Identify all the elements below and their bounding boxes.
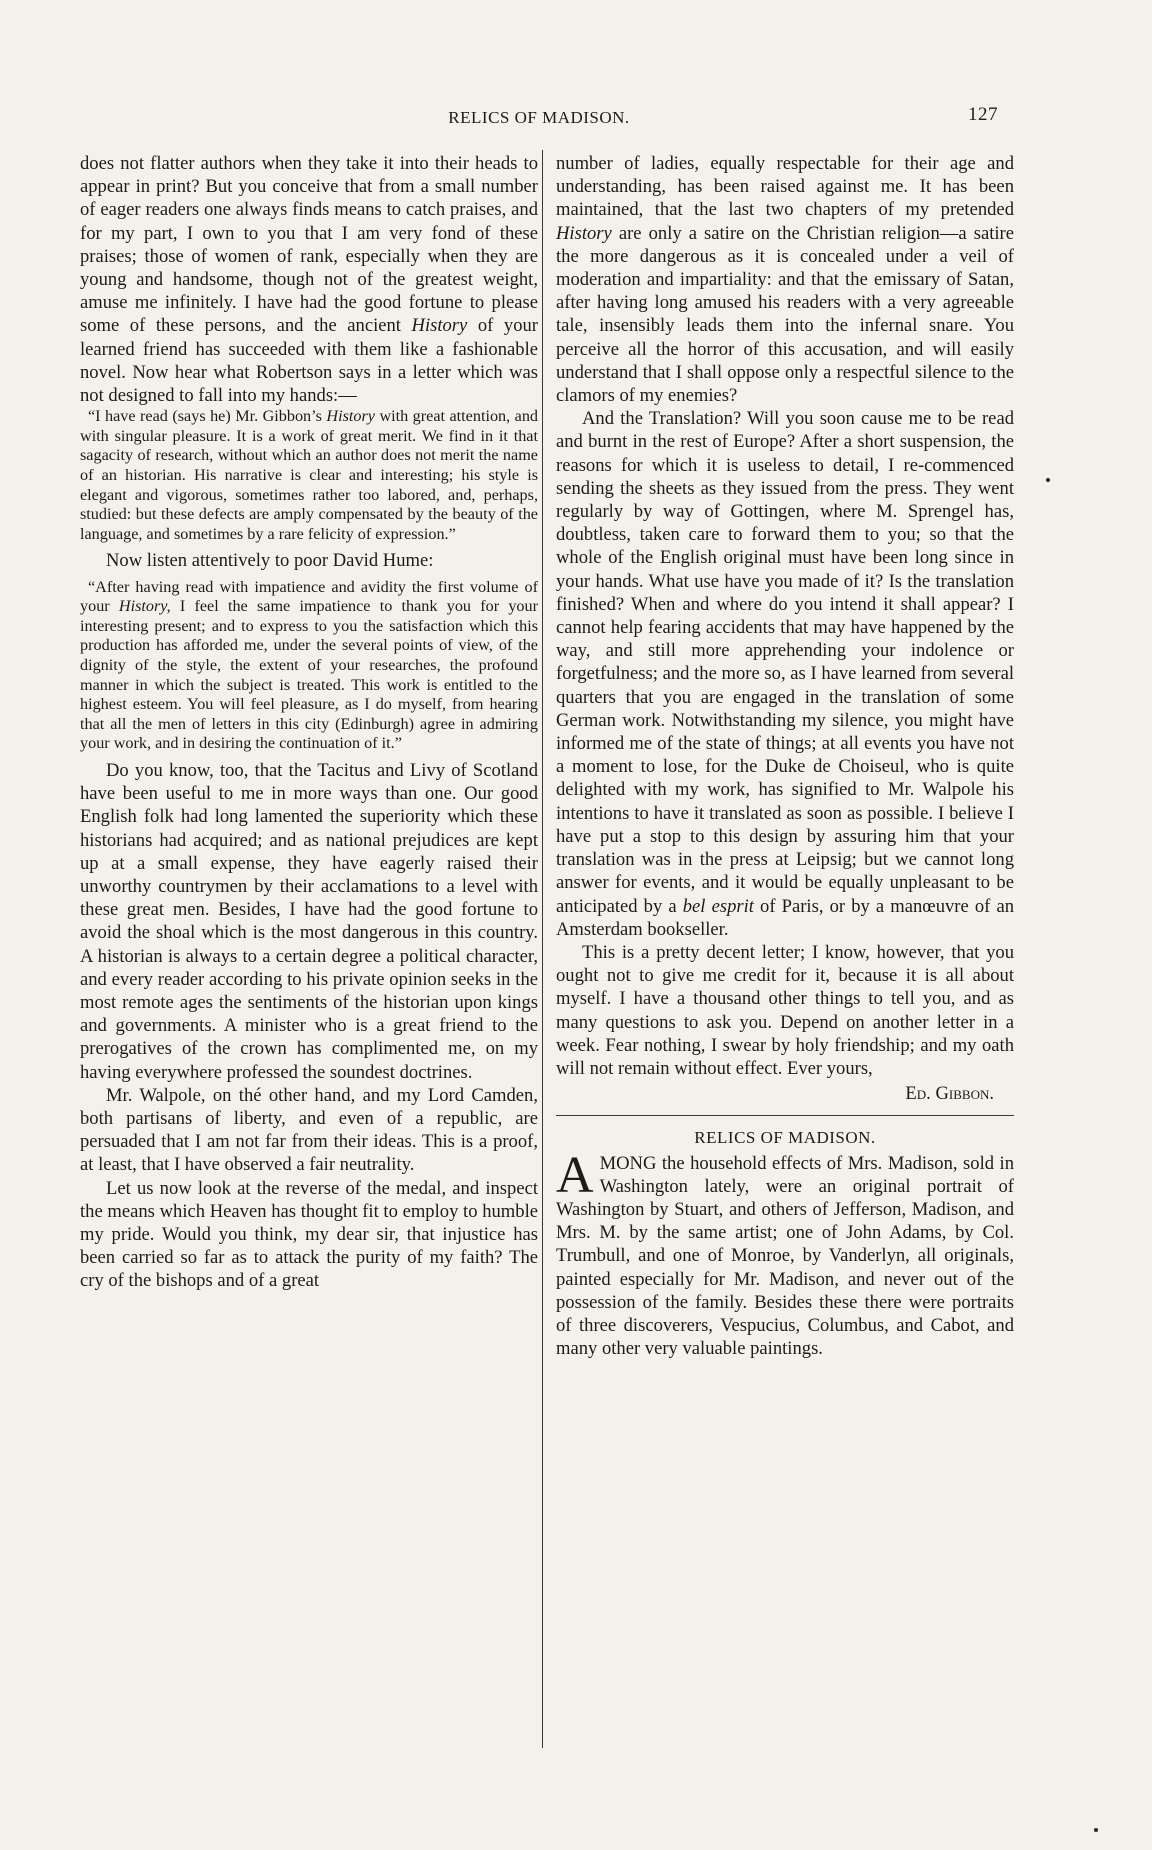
right-column bbox=[556, 152, 1014, 1360]
paragraph: Now listen attentively to poor David Hume: bbox=[106, 550, 434, 572]
left-column bbox=[80, 152, 538, 1293]
speck-mark bbox=[1094, 1828, 1098, 1832]
running-title: RELICS OF MADISON. bbox=[448, 108, 630, 127]
paragraph-text: of your learned friend has succeeded with them like a fashionable novel. Now hear what Robertson says in a letter which was not designed to fall into my hands:— bbox=[80, 315, 538, 407]
italic-text: bel esprit bbox=[682, 895, 754, 917]
paragraph-text: of Paris, or by a manœuvre of an Amsterdam bookseller. bbox=[556, 895, 1014, 940]
paragraph-text: And the Translation? Will you soon cause me to be read and burnt in the rest of Europe? After a short suspension, the reasons for which it is useless to detail, I re-commenced sending the sheets as they issued from the press. They went regularly by way of Gottingen, where M. Sprengel has, doubtless, taken care to forward them to you; so that the whole of the English original must have been long since in your hands. What use have you made of it? Is the translation finished? When and where do you intend it shall appear? I cannot help fearing accidents that may have happened by the way, and still more apprehending your indolence or forgetfulness; and the more so, as I have learned from several quarters that you are engaged in the translation of some German work. Notwithstanding my silence, you might have informed me of the state of things; at all events you have not a moment to lose, for the Duke de Choiseul, who is quite delighted with my work, has signified to Mr. Walpole his intentions to have it translated as soon as possible. I believe I have put a stop to this design by assuring him that your translation was in the press at Leipsig; but we cannot long answer for events, and it would be equally unpleasant to be anticipated by a bbox=[556, 408, 1014, 917]
italic-text: History bbox=[556, 222, 612, 244]
column-divider bbox=[542, 150, 543, 1748]
paragraph bbox=[556, 407, 1014, 941]
paragraph-text: does not flatter authors when they take it into their heads to appear in print? But you conceive that from a small number of eager readers one always finds means to catch praises, and for my part, I own to you that I am very fond of these praises; those of women of rank, especially when they are young and handsome, though not of the greatest weight, amuse me infinitely. I have had the good fortune to please some of these persons, and the ancient bbox=[80, 153, 538, 337]
italic-text: History bbox=[411, 315, 468, 337]
paragraph: This is a pretty decent letter; I know, however, that you ought not to give me credit for it, because it is all about myself. I have a thousand other things to tell you, and as many questions to ask you. Depend on another letter in a week. Fear nothing, I swear by holy friendship; and my oath will not remain without effect. Ever yours, bbox=[556, 941, 1014, 1079]
article-text: MONG the household effects of Mrs. Madison, sold in Washington lately, were an original portrait of Washington by Stuart, and others of Jefferson, Madison, and Mrs. M. by the same artist; one of John Adams, by Col. Trumbull, and one of Monroe, by Vanderlyn, all originals, painted especially for Mr. Madison, and never out of the possession of the family. Besides these there were portraits of three discoverers, Vespucius, Columbus, and Cabot, and many other very valuable paintings. bbox=[556, 1152, 1014, 1360]
italic-text: History, bbox=[118, 597, 171, 616]
paragraph bbox=[80, 152, 538, 407]
speck-mark bbox=[1046, 478, 1050, 482]
signature: Ed. Gibbon. bbox=[905, 1083, 994, 1105]
italic-text: History bbox=[326, 407, 375, 426]
drop-cap: A bbox=[556, 1146, 594, 1204]
paragraph bbox=[556, 152, 1014, 407]
paragraph: Let us now look at the reverse of the medal, and inspect the means which Heaven has thought fit to employ to humble my pride. Would you think, my dear sir, that injustice has been carried so far as to attack the purity of my faith? The cry of the bishops and of a great bbox=[80, 1177, 538, 1292]
page-number: 127 bbox=[968, 104, 998, 125]
quote-text: with great attention, and with singular pleasure. It is a work of great merit. We find in it that sagacity of research, without which an author does not merit the name of an historian. His narrative is clear and interesting; his style is elegant and vigorous, sometimes rather too labored, and, perhaps, studied: but these defects are amply compensated by the beauty of the language, and sometimes by a rare felicity of expression.” bbox=[80, 407, 539, 543]
paragraph: Mr. Walpole, on thé other hand, and my Lord Camden, both partisans of liberty, and even of a republic, are persuaded that I am not far from their ideas. This is a proof, at least, that I have observed a fair neutrality. bbox=[80, 1084, 538, 1176]
quote-text: “I have read (says he) Mr. Gibbon’s bbox=[88, 407, 322, 426]
section-title: RELICS OF MADISON. bbox=[694, 1128, 876, 1148]
paragraph: Do you know, too, that the Tacitus and Livy of Scotland have been useful to me in more ways than one. Our good English folk had long lamented the superiority which these historians had acquired; and as national prejudices are kept up at a small expense, they have eagerly raised their unworthy countrymen by their acclamations to a level with these great men. Besides, I have had the good fortune to avoid the shoal which is the most dangerous in this country. A historian is always to a certain degree a political character, and every reader according to his private opinion seeks in the most remote ages the sentiments of the historian upon kings and governments. A minister who is a great friend to the prerogatives of the crown has complimented me, on my having everywhere professed the soundest doctrines. bbox=[80, 759, 538, 1083]
quote-text: “After having read with impatience and avidity the first volume of your bbox=[80, 577, 538, 616]
page-header bbox=[80, 104, 998, 134]
quote-robertson bbox=[80, 407, 538, 544]
paragraph-text: number of ladies, equally respectable for their age and understanding, has been raised against me. It has been maintained, that the last two chapters of my pretended bbox=[556, 153, 1014, 221]
quote-text: I feel the same impatience to thank you for your interesting present; and to express to you the satisfaction which this production has afforded me, under the several points of view, of the dignity of the style, the extent of your researches, the profound manner in which the subject is treated. This work is entitled to the highest esteem. You will feel pleasure, as I do myself, from hearing that all the men of letters in this city (Edinburgh) agree in admiring your work, and in desiring the continuation of it.” bbox=[80, 597, 539, 753]
paragraph-text: are only a satire on the Christian religion—a satire the more dangerous as it is concealed under a veil of moderation and impartiality: and that the emissary of Satan, after having long amused his readers with a very agreeable tale, insensibly leads them into the infernal snare. You perceive all the horror of this accusation, and will easily understand that I shall oppose only a respectful silence to the clamors of my enemies? bbox=[556, 222, 1014, 407]
section-divider bbox=[556, 1115, 1014, 1116]
article-paragraph bbox=[556, 1146, 1014, 1361]
quote-hume bbox=[80, 578, 538, 754]
